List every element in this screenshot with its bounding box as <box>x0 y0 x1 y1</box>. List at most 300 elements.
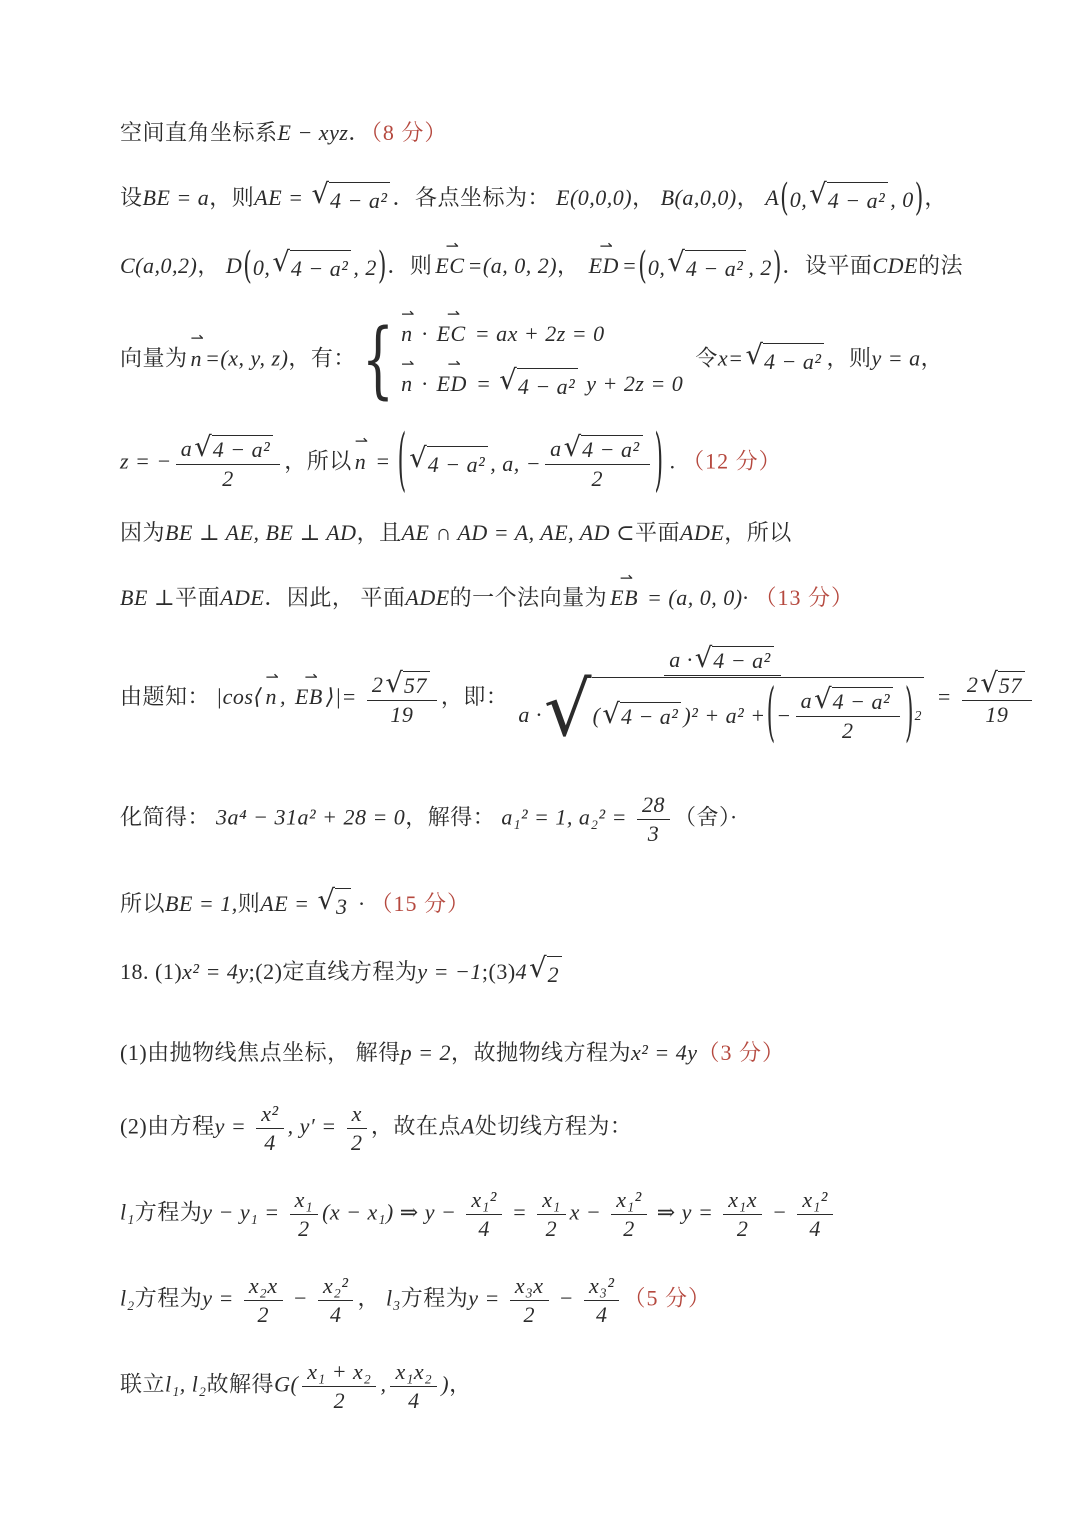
math-text: =(x, y, z) <box>205 345 289 371</box>
math-text: , y′ = <box>287 1113 343 1139</box>
math-text: z = − <box>120 448 172 474</box>
math-text: BE = 1, <box>165 890 238 916</box>
math-text: x₁ <box>294 1186 314 1212</box>
system-row <box>398 353 684 404</box>
math-text: ADE <box>680 520 725 546</box>
vector-arrow-icon: ⇀ <box>619 567 633 587</box>
math-text: 0, <box>789 187 808 212</box>
math-text: · <box>415 371 434 397</box>
paren-group <box>397 423 665 501</box>
line-vectors-ec-ed <box>120 235 963 289</box>
math-text: − <box>286 1285 314 1311</box>
math-text: 3a⁴ − 31a² + 28 = 0 <box>216 804 406 830</box>
text-label: 方程为 <box>400 1285 469 1311</box>
right-paren-icon: ) <box>914 177 924 221</box>
math-text: x² = 4y <box>631 1039 698 1065</box>
radicand: 4 − a² <box>827 182 888 218</box>
paren-content <box>789 178 914 218</box>
fraction <box>797 1187 833 1242</box>
text-label: 由题知： <box>120 684 217 710</box>
math-text: 2 <box>842 718 854 744</box>
math-text: l₃ <box>385 1285 401 1311</box>
square-root <box>745 338 824 379</box>
text-label: ． <box>348 120 371 145</box>
numerator <box>796 683 900 717</box>
denominator <box>648 820 660 847</box>
vector-body: n <box>354 448 367 474</box>
math-text: a · <box>518 701 542 727</box>
math-text: B(a,0,0) <box>660 185 737 211</box>
math-text: , 0 <box>890 187 914 212</box>
paren-content <box>776 683 904 744</box>
denominator <box>298 1215 310 1242</box>
vector-body: n <box>190 345 203 371</box>
math-text: x² = 4y <box>182 958 249 984</box>
numerator <box>545 431 649 465</box>
math-text: 2 <box>623 1215 635 1241</box>
math-text: , 2 <box>748 255 772 280</box>
vector <box>436 353 467 401</box>
square-root <box>529 951 562 992</box>
text-label: ，则 <box>826 345 872 371</box>
math-text: x₁x <box>728 1186 757 1212</box>
text-label: 的一个法向量为 <box>449 585 608 611</box>
vector-body: n <box>265 684 277 710</box>
fraction <box>290 1187 318 1242</box>
vector <box>265 666 279 714</box>
fraction <box>545 431 649 492</box>
vector-arrow-icon: ⇀ <box>447 353 461 373</box>
paren-group <box>779 177 924 221</box>
radical-icon: √ <box>499 364 517 397</box>
text-label: ．设平面 <box>782 253 873 279</box>
text-label: ， <box>357 1285 386 1311</box>
square-root <box>194 431 273 464</box>
radical-icon: √ <box>745 338 763 371</box>
left-paren-icon: ( <box>638 245 647 289</box>
line-problem-18-answers <box>120 951 960 992</box>
math-text: BE ⊥ <box>120 585 176 611</box>
text-label: 故解得 <box>206 1371 275 1397</box>
text-label: ，故在点 <box>370 1113 461 1139</box>
math-text: , <box>380 1371 387 1397</box>
math-text: C(a,0,2) <box>120 253 198 279</box>
vector-arrow-icon: ⇀ <box>401 353 415 373</box>
math-text: = (a, 0, 0)· <box>641 585 755 611</box>
vector <box>401 303 415 351</box>
math-text: = <box>930 684 958 710</box>
fraction <box>256 1101 283 1156</box>
text-label: 18. (1) <box>120 958 183 984</box>
math-text: 2 <box>545 1215 558 1241</box>
line-derivative <box>120 1101 960 1156</box>
math-text: . <box>664 448 683 474</box>
radical-icon: √ <box>563 431 582 464</box>
paren-group <box>637 245 782 289</box>
math-text: − <box>552 1285 580 1311</box>
text-label: ;(2)定直线方程为 <box>248 958 418 984</box>
radical-icon: √ <box>980 666 998 699</box>
vector-arrow-icon: ⇀ <box>304 666 318 686</box>
line-be-ae-result <box>120 883 960 924</box>
math-text: ) <box>441 1371 450 1397</box>
fraction <box>637 792 670 847</box>
paren-group <box>242 245 387 289</box>
math-text: a <box>800 688 813 714</box>
math-text: x₃² <box>588 1272 615 1298</box>
numerator <box>962 666 1032 701</box>
math-text: = <box>621 253 638 279</box>
vector <box>401 353 415 401</box>
math-text: 4 <box>329 1301 342 1327</box>
text-label: ， <box>920 345 944 371</box>
vector-body: n <box>401 321 413 347</box>
math-text: p = 2 <box>400 1039 452 1065</box>
system-row <box>398 303 683 351</box>
math-text: y = <box>214 1113 253 1139</box>
vector-body: EB <box>294 684 323 710</box>
math-text: = ax + 2z = 0 <box>468 321 605 347</box>
math-text: y = −1 <box>417 958 482 984</box>
brace-icon: { <box>361 310 395 409</box>
math-text: y = <box>468 1285 506 1311</box>
numerator <box>537 1187 565 1215</box>
radical-icon: √ <box>317 883 336 916</box>
line-cosine-equation <box>120 642 1022 754</box>
score-badge: （15 分） <box>370 890 471 916</box>
vector <box>190 328 204 376</box>
vector-arrow-icon: ⇀ <box>445 235 459 255</box>
math-text: x₁ + x₂ <box>307 1358 372 1384</box>
fraction <box>510 1273 549 1328</box>
line-l2-l3-equations <box>120 1273 960 1328</box>
text-label: 联立 <box>120 1371 166 1397</box>
math-text: a <box>550 436 562 462</box>
math-text: D <box>225 253 243 279</box>
fraction <box>466 1187 502 1242</box>
math-text: AE = <box>260 890 316 916</box>
score-badge: （13 分） <box>754 585 855 611</box>
score-badge: （3 分） <box>697 1039 786 1065</box>
math-text: y − y₁ = <box>202 1199 286 1225</box>
paren-content <box>252 246 377 286</box>
denominator <box>390 701 413 728</box>
math-text: 4 <box>408 1387 420 1413</box>
math-text: − <box>765 1199 794 1225</box>
math-text: BE ⊥ AE, BE ⊥ AD <box>165 520 357 546</box>
math-text: 2 <box>736 1215 749 1241</box>
math-text: 4 <box>515 958 528 984</box>
square-root <box>814 683 893 716</box>
math-text: x₂x <box>248 1272 278 1298</box>
text-label: 向量为 <box>120 345 188 371</box>
math-text: AE = <box>254 185 310 211</box>
text-label: ， <box>557 253 586 279</box>
vector <box>294 666 323 714</box>
fraction <box>390 1359 437 1414</box>
math-text: 4 <box>809 1215 821 1241</box>
right-paren-icon: ) <box>377 245 387 289</box>
numerator <box>611 1187 647 1215</box>
math-text: ADE <box>405 585 450 611</box>
radicand: 4 − a² <box>517 368 578 404</box>
text-label: 方程为 <box>134 1285 203 1311</box>
fraction <box>537 1187 565 1242</box>
score-badge: （12 分） <box>682 448 782 474</box>
text-label: ，所以 <box>724 520 792 546</box>
vector-body: EC <box>435 253 465 279</box>
denominator <box>596 1301 608 1328</box>
radicand: 4 − a² <box>685 250 746 286</box>
vector-arrow-icon: ⇀ <box>599 235 613 255</box>
line-l1-equation <box>120 1187 960 1242</box>
numerator <box>176 431 280 465</box>
text-label: ， <box>449 1371 472 1397</box>
denominator <box>518 666 926 754</box>
line-intersection-g <box>120 1359 960 1414</box>
system-rows <box>398 303 684 404</box>
equation-system <box>361 303 684 409</box>
vector-arrow-icon: ⇀ <box>401 303 415 323</box>
text-label: 化简得： <box>120 804 217 830</box>
right-paren-icon: ) <box>654 423 664 501</box>
text-label: ，故抛物线方程为 <box>451 1039 632 1065</box>
numerator <box>367 666 437 701</box>
math-text: x₂² <box>322 1272 349 1298</box>
radicand: 4 − a² <box>620 702 681 730</box>
text-label: （舍） <box>674 804 731 830</box>
vector-body: ED <box>588 253 619 279</box>
math-text: , a, − <box>490 450 542 476</box>
numerator <box>256 1101 283 1129</box>
text-label: 空间直角坐标系 <box>120 120 278 145</box>
math-text: G( <box>274 1371 299 1397</box>
text-label: ， <box>924 185 947 211</box>
square-root <box>311 178 391 218</box>
math-text: · <box>730 804 737 830</box>
denominator <box>478 1215 490 1242</box>
math-text: 2 <box>371 671 384 697</box>
radicand: 4 − a² <box>427 446 488 482</box>
radical-icon: √ <box>272 246 290 278</box>
math-text: )² + a² + <box>683 702 766 728</box>
radicand: 57 <box>403 671 430 699</box>
math-text: x₁x₂ <box>395 1358 433 1384</box>
denominator <box>351 1129 363 1156</box>
numerator <box>390 1359 437 1387</box>
math-text: BE = a <box>142 185 210 211</box>
radicand: 4 − a² <box>581 435 642 463</box>
math-text: A <box>765 185 780 211</box>
text-label: ， <box>632 185 661 211</box>
math-text: 19 <box>390 701 414 727</box>
radicand: 4 − a² <box>290 250 351 286</box>
text-label: 因为 <box>120 520 166 546</box>
vector <box>588 235 619 283</box>
vector <box>435 235 465 283</box>
left-paren-icon: ( <box>766 677 776 751</box>
denominator <box>334 1387 346 1414</box>
math-text: ADE <box>220 585 265 611</box>
radical-icon: √ <box>385 666 403 699</box>
math-text: , 2 <box>353 255 377 280</box>
score-badge: （5 分） <box>623 1285 711 1311</box>
denominator <box>546 1215 558 1242</box>
numerator <box>797 1187 833 1215</box>
math-text: x₁ <box>542 1186 561 1212</box>
math-text: 2 <box>591 466 604 492</box>
radical-icon: √ <box>809 178 827 210</box>
math-text: 2 <box>333 1387 346 1413</box>
vector <box>354 431 369 479</box>
math-text: 2 <box>350 1129 363 1155</box>
line-normal-vector-system <box>120 303 960 409</box>
fraction <box>518 642 926 754</box>
math-text: l₁ <box>120 1199 135 1225</box>
radicand: 4 − a² <box>763 343 824 379</box>
text-label: 的法 <box>917 253 963 279</box>
text-label: ，解得： <box>405 804 502 830</box>
math-text: 0, <box>647 255 666 280</box>
fraction <box>584 1273 620 1328</box>
fraction <box>611 1187 647 1242</box>
math-text: x₃x <box>514 1272 544 1298</box>
math-text: a <box>180 436 193 462</box>
fraction <box>244 1273 283 1328</box>
square-root <box>694 642 774 675</box>
math-text: x − <box>569 1199 608 1225</box>
radicand: 4 − a² <box>712 646 773 674</box>
line-point-coordinates <box>120 177 960 221</box>
radical-icon: √ <box>694 642 713 675</box>
math-text: , <box>279 684 292 710</box>
left-paren-icon: ( <box>780 177 789 221</box>
text-label: (2)由方程 <box>120 1113 215 1139</box>
text-label: ;(3) <box>481 958 516 984</box>
numerator <box>723 1187 762 1215</box>
fraction <box>367 666 437 728</box>
radical-icon: √ <box>409 441 427 474</box>
numerator <box>244 1273 283 1301</box>
radicand: 3 <box>335 888 351 924</box>
square-root <box>317 883 351 924</box>
math-text: 0, <box>252 255 271 280</box>
math-text: |cos⟨ <box>216 684 263 710</box>
text-label: 平面 <box>175 585 221 611</box>
math-text: AE ∩ AD = A, AE, AD ⊂ <box>401 520 635 546</box>
math-text: y = <box>202 1285 240 1311</box>
line-parabola-equation <box>120 1036 960 1070</box>
denominator <box>623 1215 635 1242</box>
paren-content <box>407 431 653 492</box>
line-simplified-quartic <box>120 792 960 847</box>
denominator <box>985 701 1008 728</box>
vector-arrow-icon: ⇀ <box>446 303 461 323</box>
math-text: a · <box>669 647 693 673</box>
denominator <box>264 1129 276 1156</box>
text-label: ．各点坐标为： <box>392 185 556 211</box>
text-label: ， <box>197 253 226 279</box>
math-text: l₁, l₂ <box>165 1371 207 1397</box>
radical-icon: √ <box>602 697 620 730</box>
fraction <box>302 1359 376 1414</box>
denominator <box>809 1215 821 1242</box>
vector-body: ED <box>436 371 467 397</box>
left-paren-icon: ( <box>243 245 252 289</box>
radicand: 4 − a² <box>329 182 390 218</box>
square-root <box>385 666 430 699</box>
text-label: ．则 <box>387 253 433 279</box>
text-label: ，有： <box>288 345 356 371</box>
math-text: 2 <box>298 1215 310 1241</box>
vector <box>436 303 466 351</box>
math-text: x₁² <box>471 1186 497 1212</box>
math-text: · <box>352 890 371 916</box>
radicand: ( √ 4 − a² )² + a² + ( − a √ 4 − a² 2 ) 2 <box>592 677 925 752</box>
line-coordinate-system <box>120 116 960 150</box>
math-text: · <box>415 321 434 347</box>
math-text: 3 <box>647 820 660 846</box>
numerator <box>347 1101 367 1129</box>
square-root <box>667 246 746 286</box>
square-root <box>543 666 925 754</box>
right-paren-icon: ) <box>772 245 782 289</box>
math-text: E(0,0,0) <box>556 185 633 211</box>
text-label: 所以 <box>120 890 166 916</box>
math-text: 4 <box>264 1129 276 1155</box>
math-text: A <box>460 1113 475 1139</box>
math-text: y + 2z = 0 <box>580 371 684 397</box>
text-label: ．因此， 平面 <box>264 585 406 611</box>
math-text: E − xyz <box>277 120 349 145</box>
math-text: y = a <box>871 345 921 371</box>
fraction <box>723 1187 762 1242</box>
radicand: 57 <box>998 671 1025 699</box>
radical-icon: √ <box>529 951 547 984</box>
math-text: = <box>469 371 498 397</box>
line-z-and-n-result <box>120 423 960 501</box>
denominator <box>222 465 234 492</box>
fraction <box>962 666 1032 728</box>
math-text: = <box>505 1199 534 1225</box>
vector-arrow-icon: ⇀ <box>265 666 279 686</box>
text-label: 方程为 <box>134 1199 203 1225</box>
square-root <box>409 441 488 482</box>
radicand: 4 − a² <box>832 687 893 715</box>
radical-icon: √ <box>543 666 592 754</box>
denominator <box>523 1301 535 1328</box>
math-text: = <box>369 448 397 474</box>
math-text: 2 <box>257 1301 269 1327</box>
text-label: 处切线方程为： <box>474 1113 633 1139</box>
fraction <box>347 1101 367 1156</box>
math-text: ( <box>592 702 601 728</box>
vector-body: EB <box>610 585 639 611</box>
square-root <box>602 697 681 730</box>
math-text: 4 <box>478 1215 490 1241</box>
math-text: x= <box>717 345 744 371</box>
denominator <box>592 465 604 492</box>
text-label: ，且 <box>356 520 402 546</box>
line-normal-vector-eb <box>120 567 960 615</box>
math-text: x₁² <box>616 1186 642 1212</box>
paren-group <box>766 677 915 751</box>
score-badge: （8 分） <box>370 120 448 145</box>
numerator <box>664 642 780 676</box>
denominator <box>258 1301 270 1328</box>
radical-icon: √ <box>814 683 832 716</box>
vector-arrow-icon: ⇀ <box>190 328 204 348</box>
